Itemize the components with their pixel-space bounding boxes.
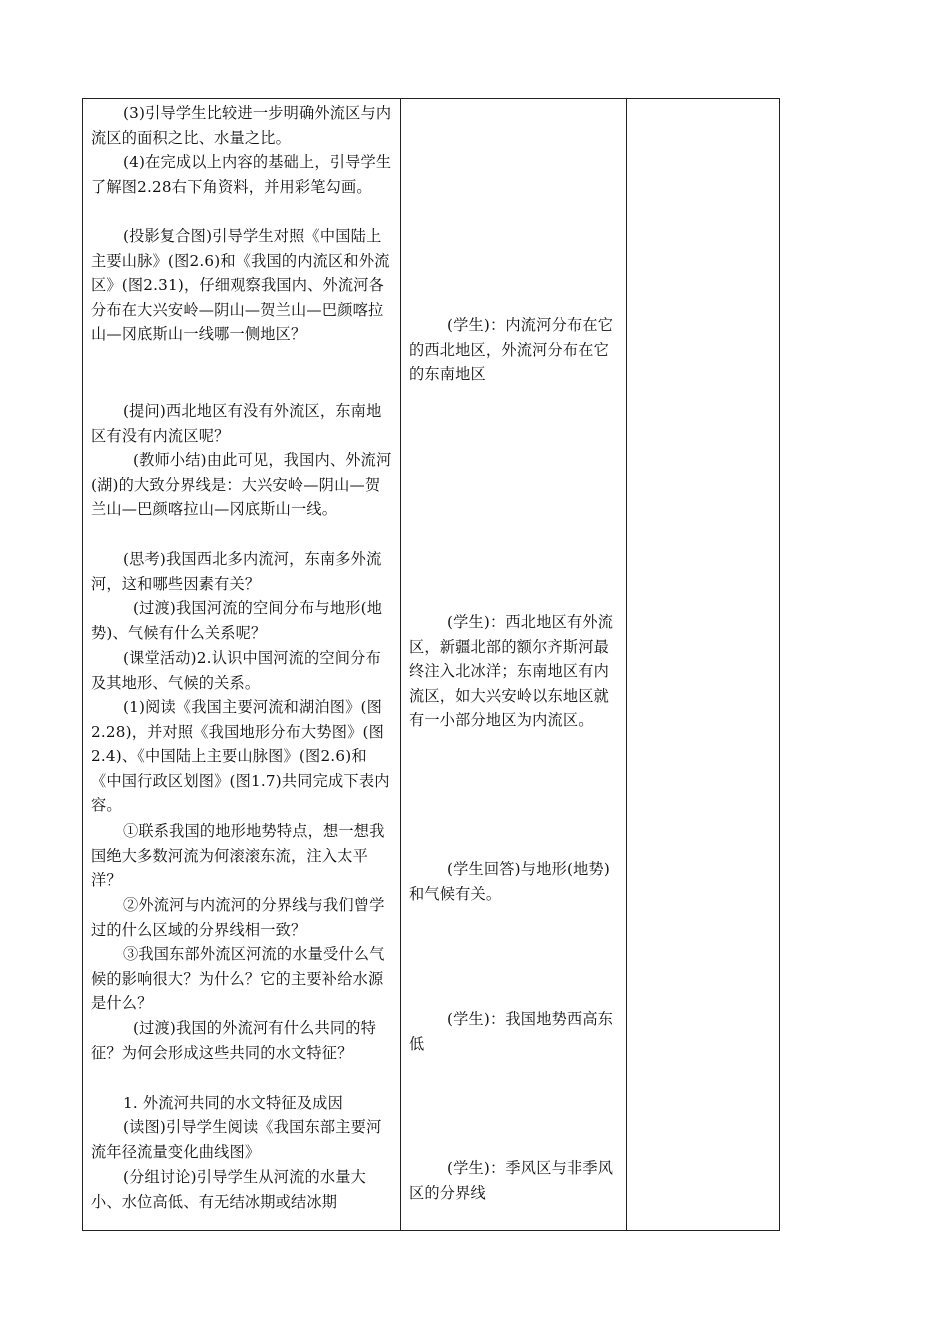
teacher-paragraph: (教师小结)由此可见，我国内、外流河(湖)的大致分界线是：大兴安岭—阴山—贺兰山—巴颜喀拉山—冈底斯山一线。: [91, 451, 392, 519]
teacher-paragraph: (3)引导学生比较进一步明确外流区与内流区的面积之比、水量之比。: [91, 104, 392, 147]
teacher-paragraph: (投影复合图)引导学生对照《中国陆上主要山脉》(图2.6)和《我国的内流区和外流区》(图2.31)，仔细观察我国内、外流河各分布在大兴安岭—阴山—贺兰山—巴颜喀拉山—冈底斯山一线哪一侧地区？: [91, 227, 390, 344]
teacher-paragraph: (课堂活动)2.认识中国河流的空间分布及其地形、气候的关系。: [91, 649, 381, 692]
teacher-paragraph: (过渡)我国河流的空间分布与地形(地势)、气候有什么关系呢？: [91, 599, 383, 642]
student-activity-cell: [401, 99, 627, 1231]
teacher-paragraph: (1)阅读《我国主要河流和湖泊图》(图2.28)，并对照《我国地形分布大势图》(图2.4)、《中国陆上主要山脉图》(图2.6)和《中国行政区划图》(图1.7)共同完成下表内容。: [91, 698, 390, 815]
student-answer: (学生回答)与地形(地势)和气候有关。: [409, 860, 610, 903]
teacher-paragraph: (读图)引导学生阅读《我国东部主要河流年径流量变化曲线图》: [91, 1118, 382, 1161]
teacher-paragraph: ①联系我国的地形地势特点，想一想我国绝大多数河流为何滚滚东流，注入太平洋？: [91, 822, 385, 890]
student-answer: (学生)：内流河分布在它的西北地区，外流河分布在它的东南地区: [409, 316, 614, 384]
table-row: [83, 99, 780, 1231]
teacher-paragraph: (提问)西北地区有没有外流区，东南地区有没有内流区呢？: [91, 402, 382, 445]
teacher-paragraph: (4)在完成以上内容的基础上，引导学生了解图2.28右下角资料，并用彩笔勾画。: [91, 153, 392, 196]
notes-cell: [627, 99, 780, 1231]
lesson-plan-table: [82, 98, 780, 1231]
teacher-paragraph: (思考)我国西北多内流河，东南多外流河，这和哪些因素有关？: [91, 550, 382, 593]
student-answer: (学生)：我国地势西高东低: [409, 1010, 614, 1053]
teacher-paragraph: 1. 外流河共同的水文特征及成因: [123, 1094, 343, 1112]
student-answer: (学生)：季风区与非季风区的分界线: [409, 1159, 614, 1202]
teacher-paragraph: ②外流河与内流河的分界线与我们曾学过的什么区域的分界线相一致？: [91, 896, 385, 939]
student-answer: (学生)：西北地区有外流区，新疆北部的额尔齐斯河最终注入北冰洋；东南地区有内流区，如大兴安岭以东地区就有一小部分地区为内流区。: [409, 613, 614, 730]
teacher-activity-cell: [83, 99, 401, 1231]
teacher-paragraph: (分组讨论)引导学生从河流的水量大小、水位高低、有无结冰期或结冰期: [91, 1168, 367, 1211]
teacher-paragraph: ③我国东部外流区河流的水量受什么气候的影响很大？为什么？它的主要补给水源是什么？: [91, 945, 385, 1013]
teacher-paragraph: (过渡)我国的外流河有什么共同的特征？为何会形成这些共同的水文特征？: [91, 1019, 377, 1062]
